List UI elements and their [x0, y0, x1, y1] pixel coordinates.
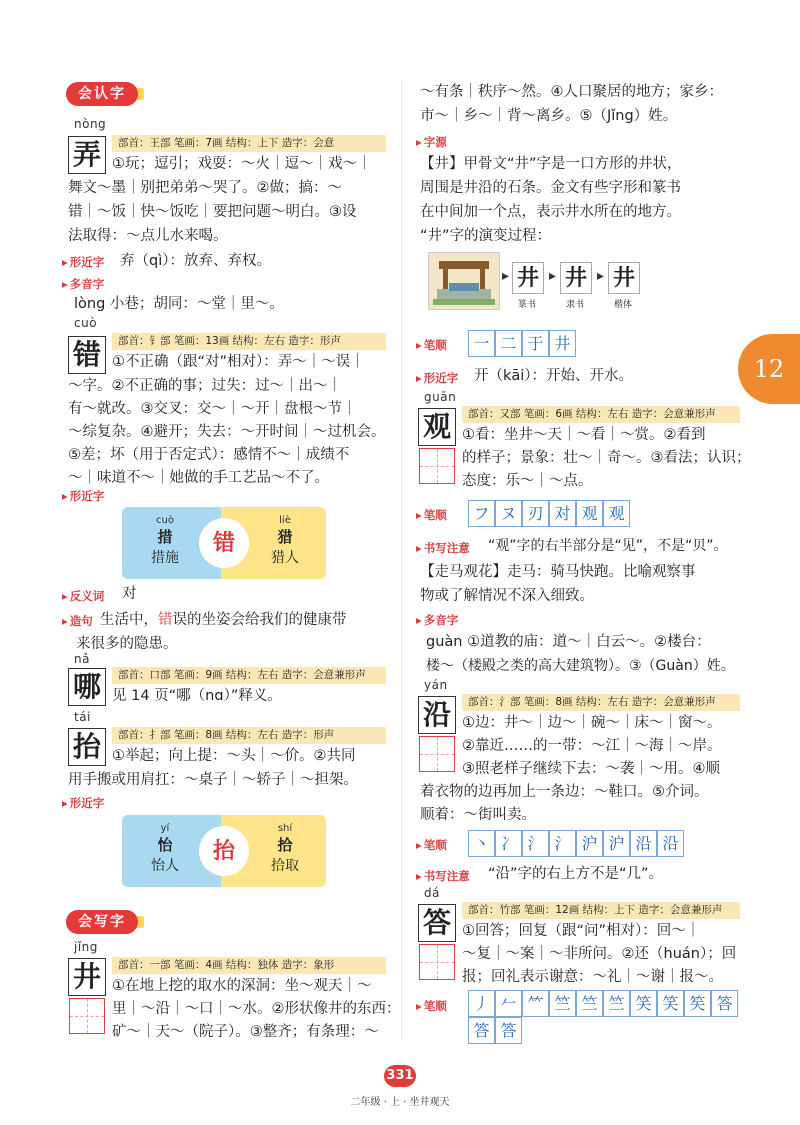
compare-word: 拾取	[271, 858, 299, 874]
stroke-step: 丿	[468, 990, 495, 1017]
duoyin-nong: lòng 小巷；胡同：～堂｜里～。	[74, 296, 284, 312]
tag-bishun: ▸ 笔顺	[416, 998, 447, 1014]
compare-pinyin: liè	[279, 515, 291, 526]
pinyin-yan: yán	[424, 678, 448, 692]
def-line: ～复｜～案｜～非所问。②还（huán）；回	[462, 946, 737, 962]
char-box-guan: 观	[418, 408, 456, 446]
footer-text: 二年级 · 上 · 坐井观天	[350, 1097, 450, 1108]
def-line: ③照老样子继续下去：～袭｜～用。④顺	[462, 761, 720, 777]
stroke-step: 笶	[684, 990, 711, 1017]
char-box-da: 答	[418, 904, 456, 942]
def-line: ①边：井～｜边～｜碗～｜床～｜窗～。	[462, 715, 722, 731]
char-box-jing: 井	[68, 958, 106, 996]
stroke-step: 沪	[576, 830, 603, 857]
def-line: ～｜味道不～｜她做的手工艺品～不了。	[68, 470, 329, 486]
shuxie-yan: “沿”字的右上方不是“几”。	[488, 866, 664, 882]
tag-duoyin: ▸ 多音字	[416, 612, 458, 628]
def-line: 报；回礼表示谢意：～礼｜～谢｜报～。	[462, 969, 723, 985]
stroke-step: 氵	[522, 830, 549, 857]
stroke-step: 观	[576, 500, 603, 527]
compare-word: 猎人	[271, 550, 299, 566]
tag-bishun: ▸ 笔顺	[416, 507, 447, 523]
stroke-step: ⺮	[522, 990, 549, 1017]
def-line: ①回答；回复（跟“问”相对）：回～｜	[462, 923, 701, 939]
stroke-step: 于	[522, 330, 549, 357]
char-box-yan: 沿	[418, 696, 456, 734]
compare-center-char: 错	[199, 518, 249, 568]
def-line: 用手搬或用肩扛：～桌子｜～轿子｜～担架。	[68, 772, 358, 788]
tag-xingjin: ▸ 形近字	[62, 254, 104, 270]
stroke-step: 刃	[522, 500, 549, 527]
stroke-step: 冫	[495, 830, 522, 857]
stroke-step: 竺	[549, 990, 576, 1017]
char-box-cuo: 错	[68, 336, 106, 374]
xingjin-jing: 开（kāi）：开始、开水。	[474, 368, 634, 384]
def-line: 法取得：～点儿水来喝。	[68, 228, 228, 244]
stroke-step: 笑	[630, 990, 657, 1017]
evolution-label: 篆书	[517, 300, 536, 310]
stroke-step: フ	[468, 500, 495, 527]
stroke-step: 观	[603, 500, 630, 527]
def-line: 矿～｜天～（院子）。③整齐；有条理：～	[112, 1024, 379, 1040]
def-line: ②靠近……的一带：～江｜～海｜～岸。	[462, 738, 722, 754]
stroke-step: 一	[468, 330, 495, 357]
def-line: 里｜～沿｜～口｜～水。②形状像井的东西：	[112, 1001, 401, 1017]
def-line: 见 14 页“哪（nɑ）”释义。	[112, 688, 282, 704]
meta-nong: 部首：王部 笔画：7画 结构：上下 造字：会意	[112, 135, 386, 152]
compare-left-text	[130, 515, 200, 567]
well-illustration	[428, 252, 500, 310]
def-line: 市～｜乡～｜背～离乡。⑤（Jǐng）姓。	[420, 108, 678, 124]
meta-jing: 部首：一部 笔画：4画 结构：独体 造字：象形	[112, 957, 386, 974]
def-line: ①玩；逗引；戏耍：～火｜逗～｜戏～｜	[112, 156, 372, 172]
arrow-icon: ▸	[597, 268, 605, 284]
section-write-label: 会写字	[66, 910, 138, 934]
stroke-step: 竺	[576, 990, 603, 1017]
tag-xingjin: ▸ 形近字	[416, 370, 458, 386]
compare-center-char: 抬	[199, 826, 249, 876]
ziyuan-line: 【井】甲骨文“井”字是一口方形的井状，	[420, 156, 682, 172]
char-box-tai: 抬	[68, 728, 106, 766]
def-line: ①在地上挖的取水的深洞：坐～观天｜～	[112, 978, 372, 994]
tag-ziyuan: ▸ 字源	[416, 134, 447, 150]
def-line: 着衣物的边再加上一条边：～鞋口。⑤介词。	[420, 784, 709, 800]
char-box-na: 哪	[68, 668, 106, 706]
ziyuan-line: 在中间加一个点，表示井水所在的地方。	[420, 204, 681, 220]
tag-fanyi: ▸ 反义词	[62, 588, 104, 604]
compare-char: 猎	[277, 528, 293, 546]
duoyin-guan: 楼～（楼殿之类的高大建筑物）。③（Guàn）姓。	[426, 658, 735, 674]
pinyin-cuo: cuò	[74, 316, 98, 330]
writing-grid	[69, 998, 105, 1034]
def-line: ⑤差；坏（用于否定式）：感情不～｜成绩不	[68, 447, 350, 463]
compare-char: 怡	[157, 836, 173, 854]
well-picture-icon	[429, 253, 499, 309]
tag-bishun: ▸ 笔顺	[416, 837, 447, 853]
arrow-icon: ▸	[549, 268, 557, 284]
meta-na: 部首：口部 笔画：9画 结构：左右 造字：会意兼形声	[112, 667, 386, 684]
tag-shuxie: ▸ 书写注意	[416, 540, 470, 556]
def-line: ①不正确（跟“对”相对）：弄～｜～误｜	[112, 354, 365, 370]
def-line: ～综复杂。④避开；失去：～开时间｜～过机会。	[68, 424, 386, 440]
meta-da: 部首：竹部 笔画：12画 结构：上下 造字：会意兼形声	[462, 902, 740, 919]
def-line: ～有条｜秩序～然。④人口聚居的地方；家乡：	[420, 84, 723, 100]
zaoju-highlight: 错	[158, 612, 173, 628]
writing-grid	[419, 944, 455, 980]
stroke-step: 沪	[603, 830, 630, 857]
stroke-step: 氵	[549, 830, 576, 857]
def-line: ～字。②不正确的事；过失：过～｜出～｜	[68, 378, 342, 394]
pinyin-jing: jǐng	[74, 940, 98, 954]
evolution-label: 隶书	[565, 300, 584, 310]
shuxie-guan: “观”字的右半部分是“见”，不是“贝”。	[488, 538, 728, 554]
arrow-icon: ▸	[502, 268, 510, 284]
ziyuan-line: “井”字的演变过程：	[420, 228, 552, 244]
stroke-step: 答	[468, 1017, 495, 1044]
writing-grid	[419, 736, 455, 772]
chapter-badge: 12	[738, 334, 800, 404]
compare-char: 措	[157, 528, 173, 546]
compare-right-text	[250, 515, 320, 567]
writing-grid	[419, 448, 455, 484]
pinyin-nong: nòng	[74, 117, 107, 131]
compare-cuo	[122, 507, 326, 579]
meta-cuo: 部首：钅部 笔画：13画 结构：左右 造字：形声	[112, 333, 386, 350]
def-line: ①举起；向上提：～头｜～价。②共同	[112, 748, 356, 764]
compare-pinyin: cuò	[156, 515, 174, 526]
meta-guan: 部首：又部 笔画：6画 结构：左右 造字：会意兼形声	[462, 406, 740, 423]
stroke-step: 答	[711, 990, 738, 1017]
zaoju-post: 误的坐姿会给我们的健康带	[172, 612, 347, 628]
stroke-step: ヌ	[495, 500, 522, 527]
stroke-step: 𠂉	[495, 990, 522, 1017]
def-line: 的样子；景象：壮～｜奇～。③看法；认识；	[462, 450, 751, 466]
zaoju-line2: 来很多的隐患。	[76, 636, 178, 652]
compare-left-text	[130, 823, 200, 875]
stroke-step: 丶	[468, 830, 495, 857]
stroke-step: 井	[549, 330, 576, 357]
ziyuan-line: 周围是井沿的石条。金文有些字形和篆书	[420, 180, 681, 196]
idiom-line: 物或了解情况不深入细致。	[420, 588, 594, 604]
column-divider	[401, 80, 402, 1040]
meta-tai: 部首：扌部 笔画：8画 结构：左右 造字：形声	[112, 727, 386, 744]
tag-xingjin: ▸ 形近字	[62, 488, 104, 504]
def-line: 错｜～饭｜快～饭吃｜要把问题～明白。③设	[68, 204, 357, 220]
page-number: 331	[384, 1065, 416, 1087]
compare-word: 怡人	[151, 858, 179, 874]
evolution-char: 井	[560, 262, 592, 294]
pinyin-da: dá	[424, 886, 440, 900]
tag-duoyin: ▸ 多音字	[62, 276, 104, 292]
def-line: 有～就改。③交叉：交～｜～开｜盘根～节｜	[68, 401, 357, 417]
stroke-step: 沿	[630, 830, 657, 857]
pinyin-guan: guān	[424, 390, 457, 404]
tag-bishun: ▸ 笔顺	[416, 337, 447, 353]
section-recognize-label: 会认字	[66, 82, 138, 106]
zaoju-pre: 生活中，	[100, 612, 158, 628]
pinyin-na: nǎ	[74, 652, 90, 666]
pinyin-tai: tái	[74, 710, 91, 724]
duoyin-guan: guàn ①道教的庙：道～｜白云～。②楼台：	[426, 634, 711, 650]
idiom-line: 【走马观花】走马：骑马快跑。比喻观察事	[420, 564, 696, 580]
compare-right-text	[250, 823, 320, 875]
tag-shuxie: ▸ 书写注意	[416, 868, 470, 884]
compare-pinyin: shí	[277, 823, 293, 834]
tag-zaoju: ▸ 造句	[62, 613, 93, 629]
fanyi-cuo: 对	[122, 586, 137, 602]
evolution-char: 井	[512, 262, 544, 294]
stroke-step: 对	[549, 500, 576, 527]
xingjin-nong: 弃（qì）：放弃、弃权。	[120, 253, 271, 269]
evolution-label: 楷体	[613, 300, 632, 310]
meta-yan: 部首：氵部 笔画：8画 结构：左右 造字：会意兼形声	[462, 694, 740, 711]
stroke-step: 二	[495, 330, 522, 357]
compare-pinyin: yí	[160, 823, 170, 834]
compare-word: 措施	[151, 550, 179, 566]
def-line: 顺着：～街叫卖。	[420, 807, 536, 823]
def-line: 态度：乐～｜～点。	[462, 473, 593, 489]
def-line: ①看：坐井～天｜～看｜～赏。②看到	[462, 427, 706, 443]
char-box-nong: 弄	[68, 136, 106, 174]
evolution-char: 井	[608, 262, 640, 294]
stroke-step: 沿	[657, 830, 684, 857]
stroke-step: 竺	[603, 990, 630, 1017]
compare-tai	[122, 815, 326, 887]
zaoju-cuo	[100, 610, 347, 630]
compare-char: 拾	[277, 836, 293, 854]
stroke-step: 答	[495, 1017, 522, 1044]
tag-xingjin: ▸ 形近字	[62, 795, 104, 811]
def-line: 舞文～墨｜别把弟弟～哭了。②做；搞：～	[68, 180, 342, 196]
stroke-step: 笑	[657, 990, 684, 1017]
